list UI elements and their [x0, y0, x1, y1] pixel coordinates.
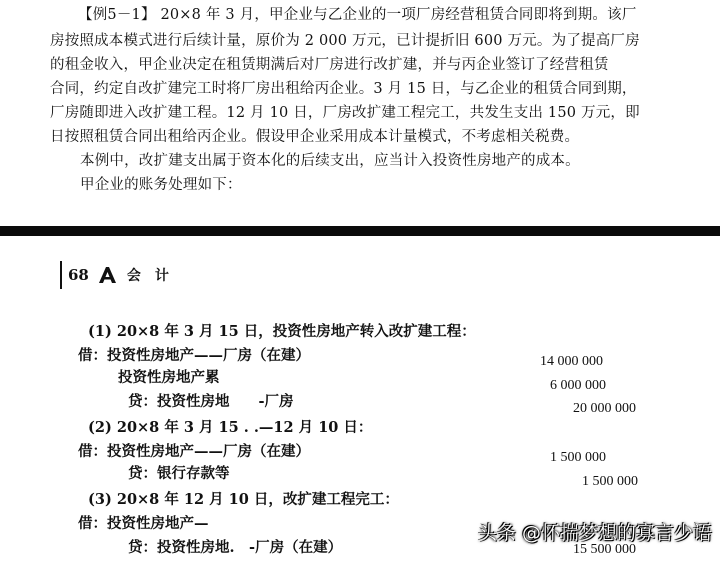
bottom-page: [0, 236, 720, 561]
paragraph-line: 本例中，改扩建支出属于资本化的后续支出，应当计入投资性房地产的成本。: [80, 153, 580, 169]
journal-line: 贷：投资性房地. -厂房（在建）: [128, 539, 343, 556]
journal-line: 贷：银行存款等: [128, 465, 230, 482]
journal-line: 贷：投资性房地 -厂房: [128, 393, 294, 410]
paragraph-line: 房按照成本模式进行后续计量，原价为 2 000 万元，已计提折旧 600 万元。为了提高厂房: [50, 33, 640, 49]
paragraph-line: 厂房随即进入改扩建工程。12 月 10 日，厂房改扩建工程完工，共发生支出 150 万元，即: [50, 105, 640, 121]
journal-line: 投资性房地产累: [118, 369, 220, 386]
paragraph-line: 日按照租赁合同出租给丙企业。假设甲企业采用成本计量模式，不考虑相关税费。: [50, 129, 580, 145]
paragraph-line: 甲企业的账务处理如下：: [80, 177, 242, 193]
journal-line: (3) 20×8 年 12 月 10 日，改扩建工程完工：: [88, 491, 399, 508]
credit-amount: 1 500 000: [582, 474, 638, 489]
journal-line: 借：投资性房地产——厂房（在建）: [78, 443, 310, 460]
paragraph-line: 的租金收入，甲企业决定在租赁期满后对厂房进行改扩建，并与丙企业签订了经营租赁: [50, 57, 609, 73]
journal-line: 借：投资性房地产——厂房（在建）: [78, 347, 310, 364]
page-gap: [0, 226, 720, 236]
paragraph-line: 【例5－1】 20×8 年 3 月，甲企业与乙企业的一项厂房经营租赁合同即将到期。该厂: [78, 7, 637, 23]
book-title: 会计: [126, 268, 183, 284]
journal-line: (2) 20×8 年 3 月 15 . .—12 月 10 日：: [88, 419, 373, 436]
journal-line: 借：投资性房地产—: [78, 515, 209, 532]
header-rule: [60, 261, 62, 289]
watermark-text: 头条 @怀揣梦想的寡言少语: [477, 522, 712, 544]
debit-amount: 1 500 000: [550, 450, 606, 465]
credit-amount: 15 500 000: [573, 542, 636, 557]
debit-amount: 6 000 000: [550, 378, 606, 393]
page-number: 68: [68, 266, 89, 284]
paragraph-line: 合同，约定自改扩建完工时将厂房出租给丙企业。3 月 15 日，与乙企业的租赁合同到期，: [50, 81, 637, 97]
book-logo-icon: [97, 266, 119, 284]
journal-line: (1) 20×8 年 3 月 15 日，投资性房地产转入改扩建工程：: [88, 323, 476, 340]
top-page: [0, 0, 720, 226]
credit-amount: 20 000 000: [573, 401, 636, 416]
debit-amount: 14 000 000: [540, 354, 603, 369]
page-header: [60, 260, 183, 290]
